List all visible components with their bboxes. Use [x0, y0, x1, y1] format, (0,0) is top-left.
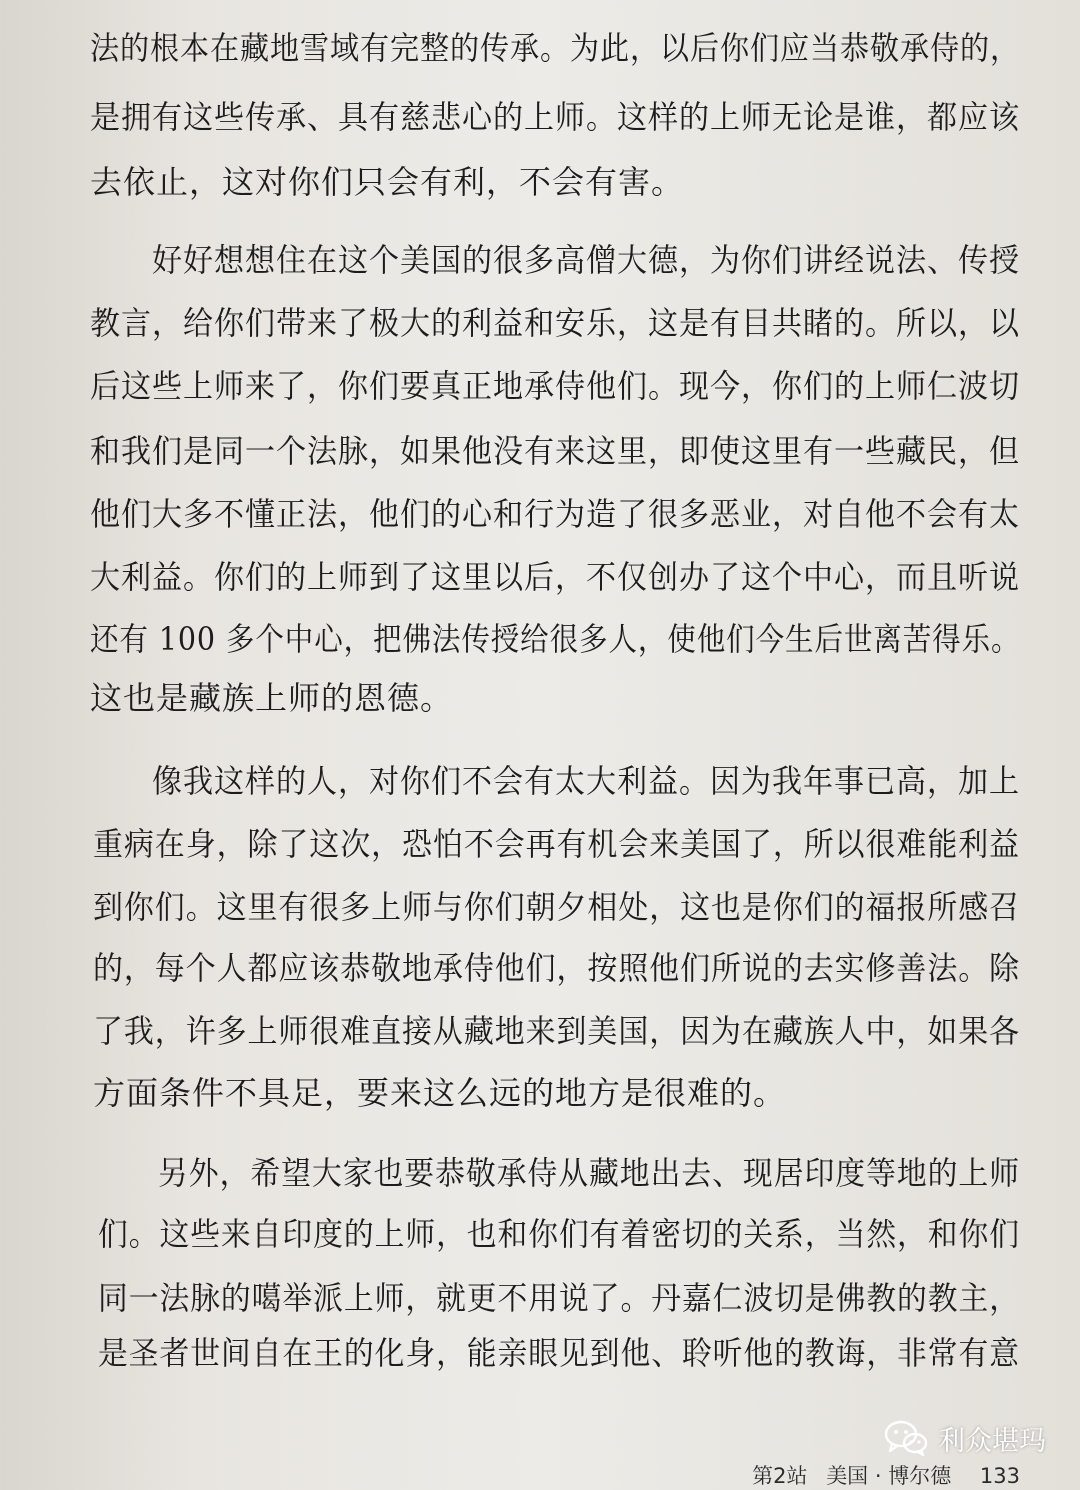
watermark-text: 利众堪玛 — [938, 1425, 1046, 1457]
wechat-watermark — [884, 1416, 1046, 1460]
text-line: 后这些上师来了，你们要真正地承侍他们。现今，你们的上师仁波切 — [90, 367, 1021, 405]
text-line: 还有 100 多个中心，把佛法传授给很多人，使他们今生后世离苦得乐。 — [90, 620, 1021, 658]
text-line: 教言，给你们带来了极大的利益和安乐，这是有目共睹的。所以，以 — [90, 304, 1021, 342]
text-line: 像我这样的人，对你们不会有太大利益。因为我年事已高，加上 — [152, 762, 1021, 800]
text-line: 了我，许多上师很难直接从藏地来到美国，因为在藏族人中，如果各 — [93, 1012, 1021, 1050]
page-number: 133 — [979, 1464, 1020, 1488]
wechat-icon — [884, 1419, 928, 1457]
text-line: 他们大多不懂正法，他们的心和行为造了很多恶业，对自他不会有太 — [90, 495, 1021, 533]
text-line: 另外，希望大家也要恭敬承侍从藏地出去、现居印度等地的上师 — [158, 1154, 1021, 1192]
footer-station: 第2站 — [752, 1464, 808, 1488]
text-line: 们。这些来自印度的上师，也和你们有着密切的关系，当然，和你们 — [98, 1215, 1021, 1253]
text-line: 法的根本在藏地雪域有完整的传承。为此，以后你们应当恭敬承侍的， — [90, 29, 1021, 67]
text-line: 大利益。你们的上师到了这里以后，不仅创办了这个中心，而且听说 — [90, 558, 1021, 596]
text-line: 方面条件不具足，要来这么远的地方是很难的。 — [93, 1074, 787, 1112]
text-line: 去依止，这对你们只会有利，不会有害。 — [90, 163, 685, 201]
text-line: 这也是藏族上师的恩德。 — [90, 679, 454, 717]
text-line: 到你们。这里有很多上师与你们朝夕相处，这也是你们的福报所感召 — [93, 888, 1021, 926]
text-line: 是拥有这些传承、具有慈悲心的上师。这样的上师无论是谁，都应该 — [90, 98, 1021, 136]
text-line: 的，每个人都应该恭敬地承侍他们，按照他们所说的去实修善法。除 — [93, 949, 1021, 987]
text-line: 同一法脉的噶举派上师，就更不用说了。丹嘉仁波切是佛教的教主， — [98, 1279, 1021, 1317]
text-line: 和我们是同一个法脉，如果他没有来这里，即使这里有一些藏民，但 — [90, 432, 1021, 470]
footer-location: 美国 · 博尔德 — [826, 1464, 952, 1488]
text-line: 好好想想住在这个美国的很多高僧大德，为你们讲经说法、传授 — [152, 241, 1021, 279]
page-footer — [740, 1460, 1020, 1490]
text-line: 重病在身，除了这次，恐怕不会再有机会来美国了，所以很难能利益 — [93, 825, 1021, 863]
text-line: 是圣者世间自在王的化身，能亲眼见到他、聆听他的教诲，非常有意 — [98, 1334, 1021, 1372]
